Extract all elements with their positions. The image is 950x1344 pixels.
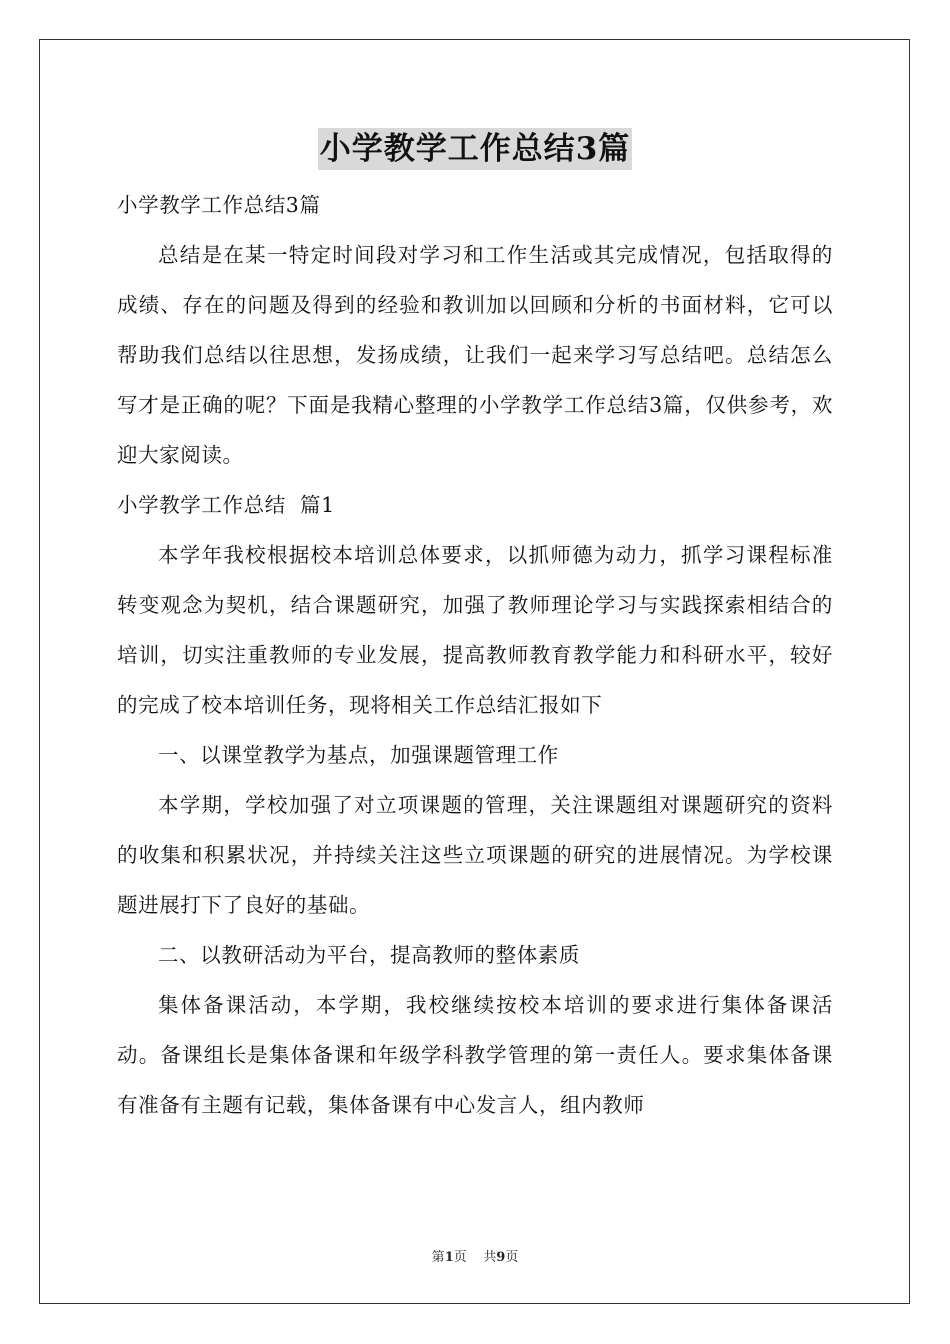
subheading: 一、以课堂教学为基点，加强课题管理工作 xyxy=(158,743,559,767)
footer-total-pages: 9 xyxy=(496,1250,506,1265)
document-body xyxy=(117,180,833,1130)
footer-page-number: 1 xyxy=(444,1250,454,1265)
document-title: 小学教学工作总结3篇 xyxy=(318,128,633,170)
footer-suffix: 页 xyxy=(505,1250,519,1265)
title-area xyxy=(0,128,950,170)
subheading: 二、以教研活动为平台，提高教师的整体素质 xyxy=(158,943,580,967)
paragraph: 本学年我校根据校本培训总体要求，以抓师德为动力，抓学习课程标准转变观念为契机，结合课题研究，加强了教师理论学习与实践探索相结合的培训，切实注重教师的专业发展，提高教师教育教学能力和科研水平，较好的完成了校本培训任务，现将相关工作总结汇报如下 xyxy=(117,543,833,717)
page-footer xyxy=(0,1246,950,1265)
paragraph-heading: 小学教学工作总结3篇 xyxy=(117,193,321,217)
footer-mid: 页 共 xyxy=(453,1250,497,1265)
paragraph: 集体备课活动，本学期，我校继续按校本培训的要求进行集体备课活动。备课组长是集体备课和年级学科教学管理的第一责任人。要求集体备课有准备有主题有记载，集体备课有中心发言人，组内教师 xyxy=(117,993,833,1117)
section-heading: 小学教学工作总结 篇1 xyxy=(117,493,335,517)
paragraph-intro: 总结是在某一特定时间段对学习和工作生活或其完成情况，包括取得的成绩、存在的问题及得到的经验和教训加以回顾和分析的书面材料，它可以帮助我们总结以往思想，发扬成绩，让我们一起来学习写总结吧。总结怎么写才是正确的呢？下面是我精心整理的小学教学工作总结3篇，仅供参考，欢迎大家阅读。 xyxy=(117,243,833,467)
footer-prefix: 第 xyxy=(431,1250,445,1265)
paragraph: 本学期，学校加强了对立项课题的管理，关注课题组对课题研究的资料的收集和积累状况，并持续关注这些立项课题的研究的进展情况。为学校课题进展打下了良好的基础。 xyxy=(117,793,833,917)
